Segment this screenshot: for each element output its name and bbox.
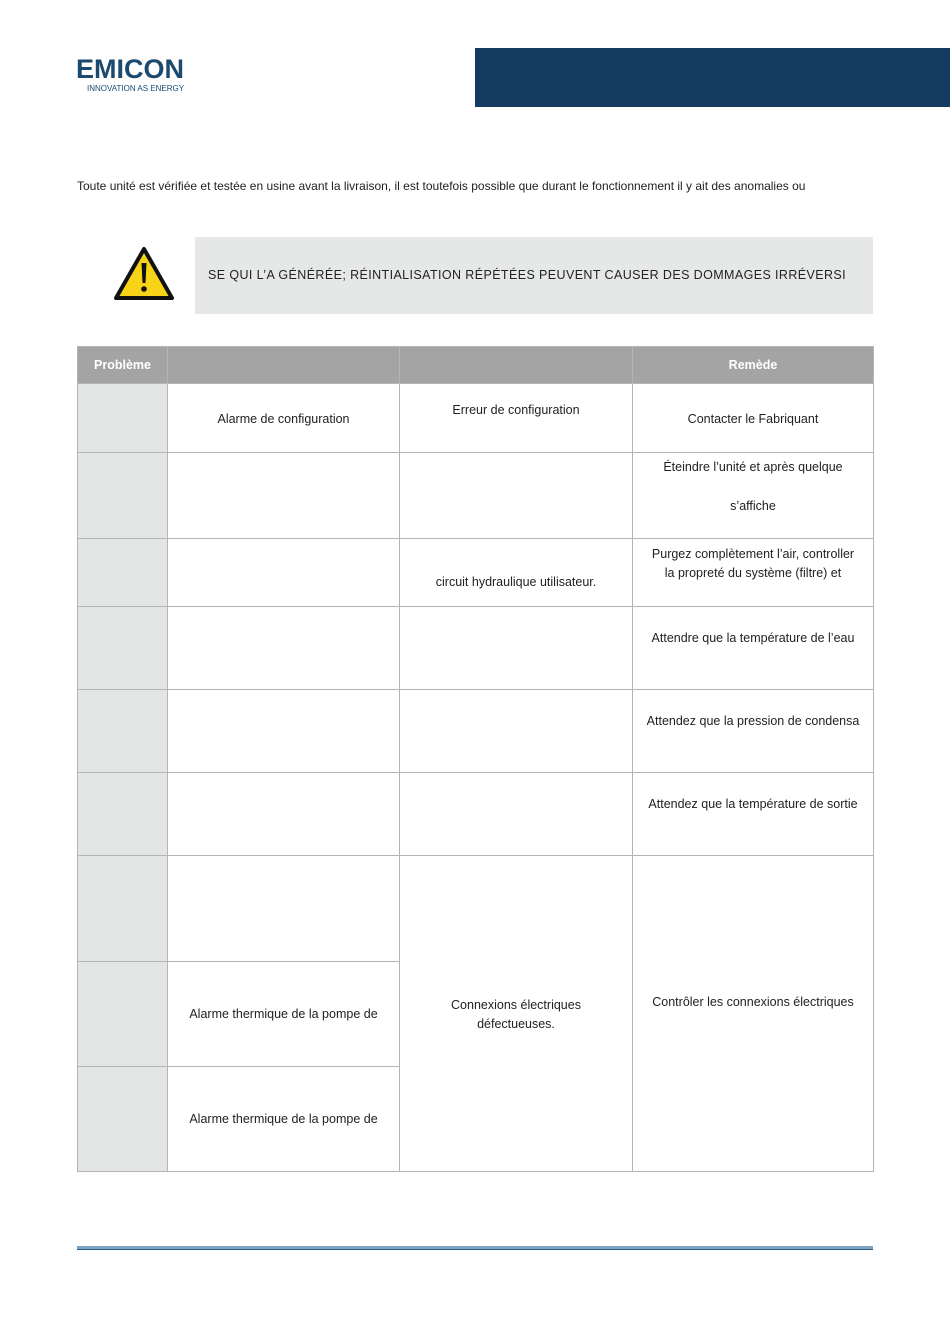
row-description — [168, 690, 400, 773]
logo-wordmark: EMICON — [76, 54, 184, 84]
remedy-line: Contacter le Fabriquant — [687, 411, 819, 426]
row-description: Alarme thermique de la pompe de — [168, 1067, 400, 1172]
row-code — [78, 856, 168, 962]
logo-tagline: INNOVATION AS ENERGY — [87, 84, 185, 93]
row-description: Alarme thermique de la pompe de — [168, 962, 400, 1067]
header-problem: Problème — [78, 347, 168, 384]
row-remedy — [633, 384, 874, 453]
row-description — [168, 856, 400, 962]
row-description: Alarme de configuration — [168, 384, 400, 453]
row-code — [78, 690, 168, 773]
header-remedy: Remède — [633, 347, 874, 384]
row-remedy — [633, 539, 874, 607]
row-code — [78, 453, 168, 539]
table-row — [78, 384, 874, 453]
header-description — [168, 347, 400, 384]
table-row — [78, 453, 874, 539]
group-cause — [400, 856, 633, 1172]
row-remedy — [633, 607, 874, 690]
row-cause: circuit hydraulique utilisateur. — [400, 539, 633, 607]
remedy-line: Attendez que la température de sortie — [648, 797, 858, 811]
row-code — [78, 607, 168, 690]
row-cause: Erreur de configuration — [400, 384, 633, 453]
table-row — [78, 690, 874, 773]
cause-line: Connexions électriques — [451, 997, 581, 1012]
row-remedy — [633, 690, 874, 773]
emicon-logo — [76, 56, 206, 96]
row-code — [78, 539, 168, 607]
warning-text: SE QUI L’A GÉNÉRÉE; RÉINTIALISATION RÉPÉTÉES PEUVENT CAUSER DES DOMMAGES IRRÉVERSI — [208, 268, 847, 282]
intro-paragraph: Toute unité est vérifiée et testée en usine avant la livraison, il est toutefois possible que durant le fonctionnement il y ait des anomalies ou — [77, 179, 806, 193]
row-cause — [400, 453, 633, 539]
row-description — [168, 539, 400, 607]
row-code — [78, 773, 168, 856]
remedy-line: s’affiche — [730, 499, 776, 513]
remedy-line: Attendez que la pression de condensa — [646, 714, 860, 728]
remedy-line: Éteindre l’unité et après quelque — [663, 460, 843, 474]
row-description — [168, 773, 400, 856]
row-remedy — [633, 773, 874, 856]
remedy-line: la propreté du système (filtre) et — [664, 566, 842, 580]
row-code — [78, 384, 168, 453]
troubleshooting-table — [77, 346, 874, 1172]
warning-triangle-icon — [113, 246, 175, 302]
warning-box — [195, 237, 873, 314]
row-remedy — [633, 453, 874, 539]
row-code — [78, 1067, 168, 1172]
row-cause — [400, 607, 633, 690]
row-description — [168, 607, 400, 690]
header-band — [475, 48, 950, 107]
remedy-line: Purgez complètement l’air, controller — [651, 547, 855, 561]
row-code — [78, 962, 168, 1067]
header-cause — [400, 347, 633, 384]
group-remedy: Contrôler les connexions électriques — [633, 856, 874, 1172]
remedy-line: Attendre que la température de l’eau — [651, 631, 855, 645]
table-row — [78, 773, 874, 856]
row-description — [168, 453, 400, 539]
row-cause — [400, 773, 633, 856]
footer-divider — [77, 1246, 873, 1250]
row-cause — [400, 690, 633, 773]
cause-line: défectueuses. — [477, 1016, 555, 1031]
table-header-row — [78, 347, 874, 384]
table-row — [78, 607, 874, 690]
table-row — [78, 539, 874, 607]
table-row — [78, 856, 874, 962]
